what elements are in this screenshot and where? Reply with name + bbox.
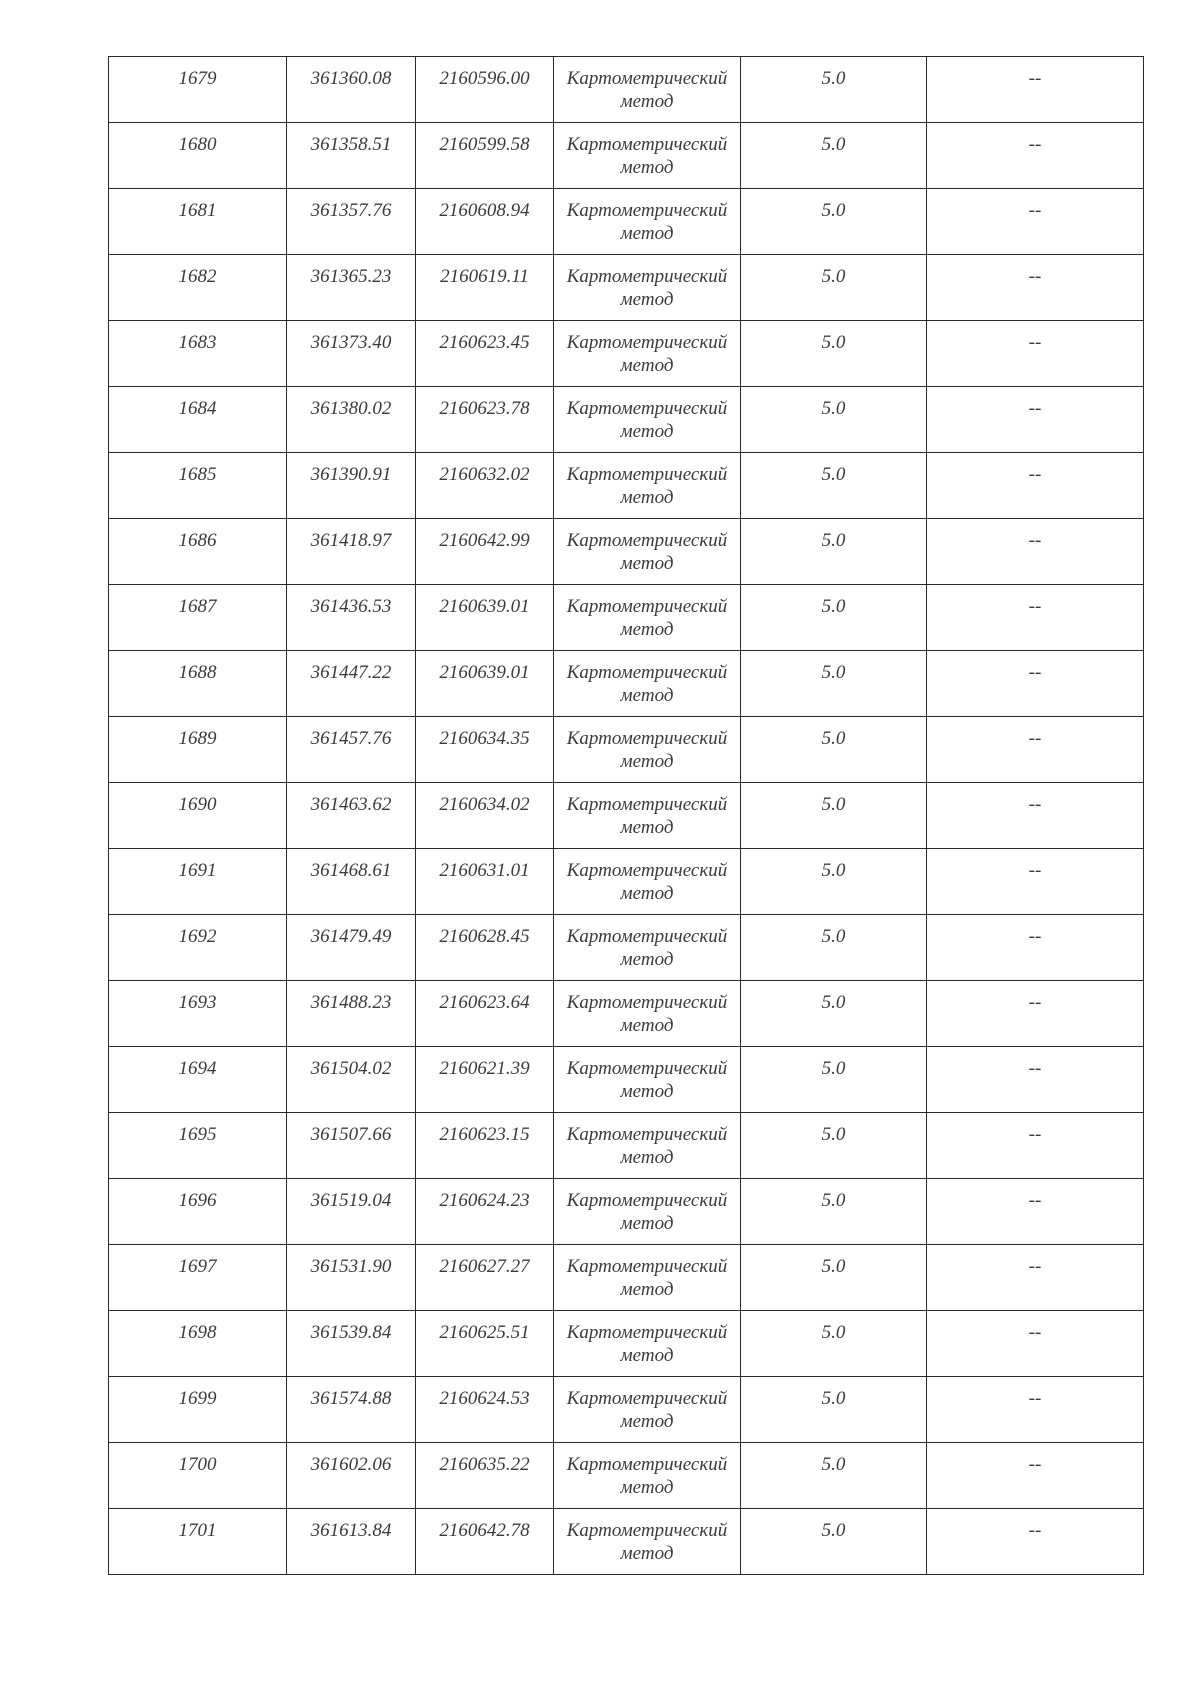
table-row xyxy=(109,453,1144,519)
method-line-1: Картометрический xyxy=(566,68,728,89)
y-coordinate-cell: 2160642.78 xyxy=(416,1509,554,1575)
description-cell: -- xyxy=(927,981,1144,1047)
accuracy-cell: 5.0 xyxy=(741,321,927,387)
method-line-1: Картометрический xyxy=(566,134,728,155)
method-line-1: Картометрический xyxy=(566,1058,728,1079)
table-row xyxy=(109,189,1144,255)
method-line-1: Картометрический xyxy=(566,1454,728,1475)
method-line-2: метод xyxy=(620,157,674,178)
y-coordinate-cell: 2160632.02 xyxy=(416,453,554,519)
point-number-cell: 1692 xyxy=(109,915,287,981)
method-line-1: Картометрический xyxy=(566,1190,728,1211)
coordinates-table-body xyxy=(109,57,1144,1575)
method-line-2: метод xyxy=(620,883,674,904)
method-line-1: Картометрический xyxy=(566,1124,728,1145)
description-cell: -- xyxy=(927,1509,1144,1575)
description-cell: -- xyxy=(927,651,1144,717)
method-line-2: метод xyxy=(620,949,674,970)
x-coordinate-cell: 361479.49 xyxy=(287,915,416,981)
description-cell: -- xyxy=(927,849,1144,915)
method-line-1: Картометрический xyxy=(566,530,728,551)
method-line-2: метод xyxy=(620,1147,674,1168)
method-line-2: метод xyxy=(620,421,674,442)
method-line-2: метод xyxy=(620,223,674,244)
method-cell xyxy=(554,57,741,123)
y-coordinate-cell: 2160628.45 xyxy=(416,915,554,981)
point-number-cell: 1693 xyxy=(109,981,287,1047)
table-row xyxy=(109,1509,1144,1575)
y-coordinate-cell: 2160623.15 xyxy=(416,1113,554,1179)
method-line-1: Картометрический xyxy=(566,662,728,683)
method-cell xyxy=(554,453,741,519)
point-number-cell: 1696 xyxy=(109,1179,287,1245)
table-row xyxy=(109,1311,1144,1377)
description-cell: -- xyxy=(927,1245,1144,1311)
table-row xyxy=(109,1443,1144,1509)
method-line-1: Картометрический xyxy=(566,1520,728,1541)
method-line-1: Картометрический xyxy=(566,1256,728,1277)
x-coordinate-cell: 361539.84 xyxy=(287,1311,416,1377)
y-coordinate-cell: 2160624.23 xyxy=(416,1179,554,1245)
y-coordinate-cell: 2160631.01 xyxy=(416,849,554,915)
table-row xyxy=(109,717,1144,783)
x-coordinate-cell: 361504.02 xyxy=(287,1047,416,1113)
table-row xyxy=(109,1377,1144,1443)
x-coordinate-cell: 361358.51 xyxy=(287,123,416,189)
accuracy-cell: 5.0 xyxy=(741,57,927,123)
coordinates-table xyxy=(108,56,1144,1575)
x-coordinate-cell: 361488.23 xyxy=(287,981,416,1047)
table-row xyxy=(109,1047,1144,1113)
description-cell: -- xyxy=(927,255,1144,321)
accuracy-cell: 5.0 xyxy=(741,651,927,717)
point-number-cell: 1680 xyxy=(109,123,287,189)
accuracy-cell: 5.0 xyxy=(741,1311,927,1377)
method-cell xyxy=(554,1311,741,1377)
description-cell: -- xyxy=(927,1047,1144,1113)
method-cell xyxy=(554,255,741,321)
point-number-cell: 1700 xyxy=(109,1443,287,1509)
y-coordinate-cell: 2160627.27 xyxy=(416,1245,554,1311)
method-line-2: метод xyxy=(620,619,674,640)
description-cell: -- xyxy=(927,123,1144,189)
description-cell: -- xyxy=(927,1377,1144,1443)
point-number-cell: 1698 xyxy=(109,1311,287,1377)
x-coordinate-cell: 361468.61 xyxy=(287,849,416,915)
method-line-1: Картометрический xyxy=(566,992,728,1013)
method-line-1: Картометрический xyxy=(566,596,728,617)
description-cell: -- xyxy=(927,321,1144,387)
table-row xyxy=(109,123,1144,189)
point-number-cell: 1697 xyxy=(109,1245,287,1311)
description-cell: -- xyxy=(927,915,1144,981)
method-line-2: метод xyxy=(620,685,674,706)
accuracy-cell: 5.0 xyxy=(741,783,927,849)
accuracy-cell: 5.0 xyxy=(741,585,927,651)
method-cell xyxy=(554,321,741,387)
table-row xyxy=(109,915,1144,981)
method-line-2: метод xyxy=(620,751,674,772)
method-line-1: Картометрический xyxy=(566,794,728,815)
accuracy-cell: 5.0 xyxy=(741,849,927,915)
y-coordinate-cell: 2160599.58 xyxy=(416,123,554,189)
method-line-1: Картометрический xyxy=(566,860,728,881)
description-cell: -- xyxy=(927,1113,1144,1179)
y-coordinate-cell: 2160619.11 xyxy=(416,255,554,321)
x-coordinate-cell: 361507.66 xyxy=(287,1113,416,1179)
point-number-cell: 1683 xyxy=(109,321,287,387)
x-coordinate-cell: 361418.97 xyxy=(287,519,416,585)
method-cell xyxy=(554,717,741,783)
x-coordinate-cell: 361602.06 xyxy=(287,1443,416,1509)
method-cell xyxy=(554,189,741,255)
accuracy-cell: 5.0 xyxy=(741,453,927,519)
method-cell xyxy=(554,1179,741,1245)
x-coordinate-cell: 361360.08 xyxy=(287,57,416,123)
description-cell: -- xyxy=(927,717,1144,783)
point-number-cell: 1689 xyxy=(109,717,287,783)
method-line-2: метод xyxy=(620,1279,674,1300)
method-line-2: метод xyxy=(620,817,674,838)
table-row xyxy=(109,585,1144,651)
point-number-cell: 1685 xyxy=(109,453,287,519)
method-line-2: метод xyxy=(620,355,674,376)
method-line-1: Картометрический xyxy=(566,926,728,947)
method-line-1: Картометрический xyxy=(566,464,728,485)
method-line-2: метод xyxy=(620,1411,674,1432)
table-row xyxy=(109,255,1144,321)
table-row xyxy=(109,783,1144,849)
x-coordinate-cell: 361357.76 xyxy=(287,189,416,255)
method-cell xyxy=(554,1047,741,1113)
y-coordinate-cell: 2160596.00 xyxy=(416,57,554,123)
method-cell xyxy=(554,915,741,981)
x-coordinate-cell: 361463.62 xyxy=(287,783,416,849)
method-cell xyxy=(554,651,741,717)
method-cell xyxy=(554,1245,741,1311)
x-coordinate-cell: 361613.84 xyxy=(287,1509,416,1575)
table-row xyxy=(109,519,1144,585)
point-number-cell: 1699 xyxy=(109,1377,287,1443)
method-line-2: метод xyxy=(620,289,674,310)
point-number-cell: 1690 xyxy=(109,783,287,849)
table-row xyxy=(109,387,1144,453)
point-number-cell: 1691 xyxy=(109,849,287,915)
method-cell xyxy=(554,849,741,915)
accuracy-cell: 5.0 xyxy=(741,189,927,255)
method-line-1: Картометрический xyxy=(566,332,728,353)
point-number-cell: 1682 xyxy=(109,255,287,321)
method-line-1: Картометрический xyxy=(566,398,728,419)
x-coordinate-cell: 361519.04 xyxy=(287,1179,416,1245)
method-line-2: метод xyxy=(620,1477,674,1498)
method-line-2: метод xyxy=(620,1081,674,1102)
y-coordinate-cell: 2160625.51 xyxy=(416,1311,554,1377)
point-number-cell: 1688 xyxy=(109,651,287,717)
method-line-1: Картометрический xyxy=(566,1322,728,1343)
accuracy-cell: 5.0 xyxy=(741,387,927,453)
method-cell xyxy=(554,519,741,585)
y-coordinate-cell: 2160634.02 xyxy=(416,783,554,849)
x-coordinate-cell: 361436.53 xyxy=(287,585,416,651)
point-number-cell: 1679 xyxy=(109,57,287,123)
method-cell xyxy=(554,1377,741,1443)
description-cell: -- xyxy=(927,783,1144,849)
method-cell xyxy=(554,1113,741,1179)
x-coordinate-cell: 361373.40 xyxy=(287,321,416,387)
y-coordinate-cell: 2160635.22 xyxy=(416,1443,554,1509)
method-cell xyxy=(554,981,741,1047)
description-cell: -- xyxy=(927,1179,1144,1245)
method-line-2: метод xyxy=(620,487,674,508)
description-cell: -- xyxy=(927,1443,1144,1509)
x-coordinate-cell: 361390.91 xyxy=(287,453,416,519)
description-cell: -- xyxy=(927,585,1144,651)
description-cell: -- xyxy=(927,57,1144,123)
table-row xyxy=(109,849,1144,915)
x-coordinate-cell: 361380.02 xyxy=(287,387,416,453)
accuracy-cell: 5.0 xyxy=(741,1377,927,1443)
x-coordinate-cell: 361365.23 xyxy=(287,255,416,321)
point-number-cell: 1687 xyxy=(109,585,287,651)
accuracy-cell: 5.0 xyxy=(741,1179,927,1245)
accuracy-cell: 5.0 xyxy=(741,915,927,981)
accuracy-cell: 5.0 xyxy=(741,255,927,321)
accuracy-cell: 5.0 xyxy=(741,1509,927,1575)
method-cell xyxy=(554,783,741,849)
y-coordinate-cell: 2160623.64 xyxy=(416,981,554,1047)
x-coordinate-cell: 361457.76 xyxy=(287,717,416,783)
y-coordinate-cell: 2160634.35 xyxy=(416,717,554,783)
table-row xyxy=(109,321,1144,387)
accuracy-cell: 5.0 xyxy=(741,519,927,585)
method-line-2: метод xyxy=(620,91,674,112)
method-line-1: Картометрический xyxy=(566,266,728,287)
point-number-cell: 1695 xyxy=(109,1113,287,1179)
point-number-cell: 1694 xyxy=(109,1047,287,1113)
accuracy-cell: 5.0 xyxy=(741,123,927,189)
description-cell: -- xyxy=(927,519,1144,585)
point-number-cell: 1686 xyxy=(109,519,287,585)
y-coordinate-cell: 2160608.94 xyxy=(416,189,554,255)
method-cell xyxy=(554,585,741,651)
table-row xyxy=(109,57,1144,123)
method-cell xyxy=(554,123,741,189)
method-cell xyxy=(554,387,741,453)
y-coordinate-cell: 2160642.99 xyxy=(416,519,554,585)
table-row xyxy=(109,981,1144,1047)
x-coordinate-cell: 361447.22 xyxy=(287,651,416,717)
method-cell xyxy=(554,1443,741,1509)
y-coordinate-cell: 2160639.01 xyxy=(416,651,554,717)
accuracy-cell: 5.0 xyxy=(741,1047,927,1113)
y-coordinate-cell: 2160639.01 xyxy=(416,585,554,651)
method-cell xyxy=(554,1509,741,1575)
point-number-cell: 1701 xyxy=(109,1509,287,1575)
description-cell: -- xyxy=(927,453,1144,519)
method-line-1: Картометрический xyxy=(566,1388,728,1409)
y-coordinate-cell: 2160624.53 xyxy=(416,1377,554,1443)
method-line-1: Картометрический xyxy=(566,200,728,221)
accuracy-cell: 5.0 xyxy=(741,1443,927,1509)
method-line-2: метод xyxy=(620,553,674,574)
method-line-2: метод xyxy=(620,1015,674,1036)
point-number-cell: 1684 xyxy=(109,387,287,453)
method-line-1: Картометрический xyxy=(566,728,728,749)
description-cell: -- xyxy=(927,387,1144,453)
method-line-2: метод xyxy=(620,1345,674,1366)
accuracy-cell: 5.0 xyxy=(741,981,927,1047)
method-line-2: метод xyxy=(620,1213,674,1234)
description-cell: -- xyxy=(927,1311,1144,1377)
x-coordinate-cell: 361574.88 xyxy=(287,1377,416,1443)
accuracy-cell: 5.0 xyxy=(741,1245,927,1311)
y-coordinate-cell: 2160623.78 xyxy=(416,387,554,453)
accuracy-cell: 5.0 xyxy=(741,717,927,783)
table-row xyxy=(109,1245,1144,1311)
y-coordinate-cell: 2160623.45 xyxy=(416,321,554,387)
table-row xyxy=(109,1113,1144,1179)
description-cell: -- xyxy=(927,189,1144,255)
method-line-2: метод xyxy=(620,1543,674,1564)
point-number-cell: 1681 xyxy=(109,189,287,255)
y-coordinate-cell: 2160621.39 xyxy=(416,1047,554,1113)
table-row xyxy=(109,1179,1144,1245)
accuracy-cell: 5.0 xyxy=(741,1113,927,1179)
table-row xyxy=(109,651,1144,717)
x-coordinate-cell: 361531.90 xyxy=(287,1245,416,1311)
